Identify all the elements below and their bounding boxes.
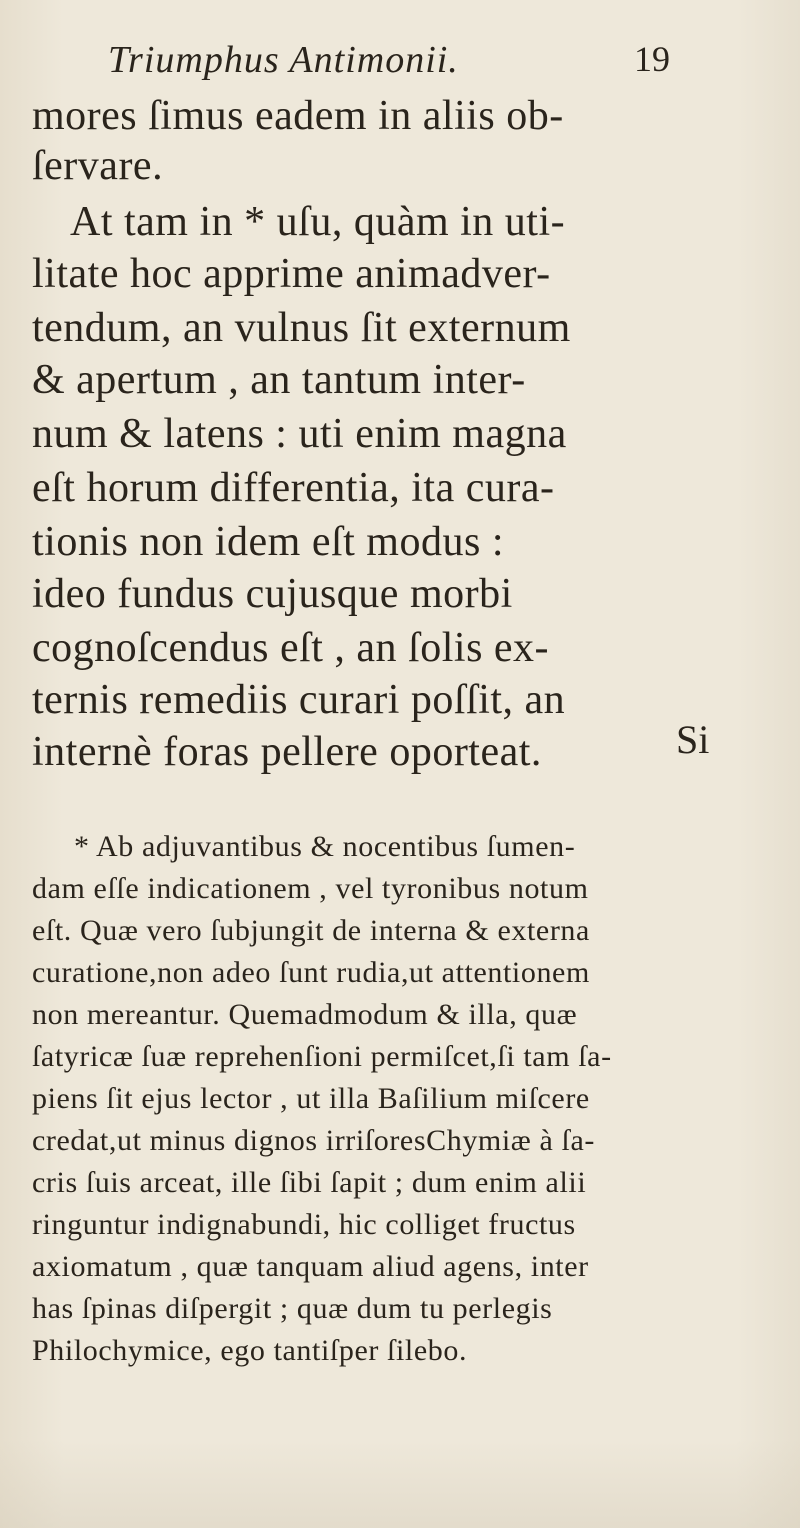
page-number: 19	[634, 39, 670, 79]
footnote-line: ſatyricæ ſuæ reprehenſioni permiſcet,ſi tam ſa-	[32, 1040, 612, 1073]
footnote-line: axiomatum , quæ tanquam aliud agens, inter	[32, 1250, 589, 1283]
text-line: ternis remediis curari poſſit, an	[32, 677, 566, 723]
footnote-line: eſt. Quæ vero ſubjungit de interna & externa	[32, 914, 590, 947]
footnote-line: Philochymice, ego tantiſper ſilebo.	[32, 1334, 468, 1367]
footnote-line: credat,ut minus dignos irriſoresChymiæ à ſa-	[32, 1124, 595, 1157]
text-line: cognoſcendus eſt , an ſolis ex-	[32, 625, 550, 671]
footnote-line: piens ſit ejus lector , ut illa Baſilium miſcere	[32, 1082, 590, 1115]
footnote-line: ringuntur indignabundi, hic colliget fructus	[32, 1208, 576, 1241]
text-line: tendum, an vulnus ſit externum	[32, 305, 571, 351]
running-title: Triumphus Antimonii.	[108, 39, 459, 81]
footnote-line: has ſpinas diſpergit ; quæ dum tu perlegis	[32, 1292, 553, 1325]
text-line: eſt horum differentia, ita cura-	[32, 465, 555, 511]
text-line: ideo fundus cujusque morbi	[32, 571, 513, 617]
footnote-line: non mereantur. Quemadmodum & illa, quæ	[32, 998, 578, 1031]
text-line: num & latens : uti enim magna	[32, 411, 567, 457]
running-header	[108, 38, 668, 88]
page-bottom-shading	[0, 1440, 800, 1528]
text-line: litate hoc apprime animadver-	[32, 251, 551, 297]
text-line: mores ſimus eadem in aliis ob-	[32, 93, 564, 139]
text-line: ſervare.	[32, 143, 164, 189]
footnote-line: dam eſſe indicationem , vel tyronibus notum	[32, 872, 589, 905]
footnote-line: * Ab adjuvantibus & nocentibus ſumen-	[74, 830, 576, 863]
catchword: Si	[676, 717, 710, 762]
text-line: & apertum , an tantum inter-	[32, 357, 526, 403]
footnote-line: cris ſuis arceat, ille ſibi ſapit ; dum enim alii	[32, 1166, 587, 1199]
text-line: At tam in * uſu, quàm in uti-	[70, 199, 566, 245]
text-line: internè foras pellere oporteat.	[32, 729, 542, 775]
text-line: tionis non idem eſt modus :	[32, 519, 504, 565]
footnote-line: curatione,non adeo ſunt rudia,ut attentionem	[32, 956, 590, 989]
